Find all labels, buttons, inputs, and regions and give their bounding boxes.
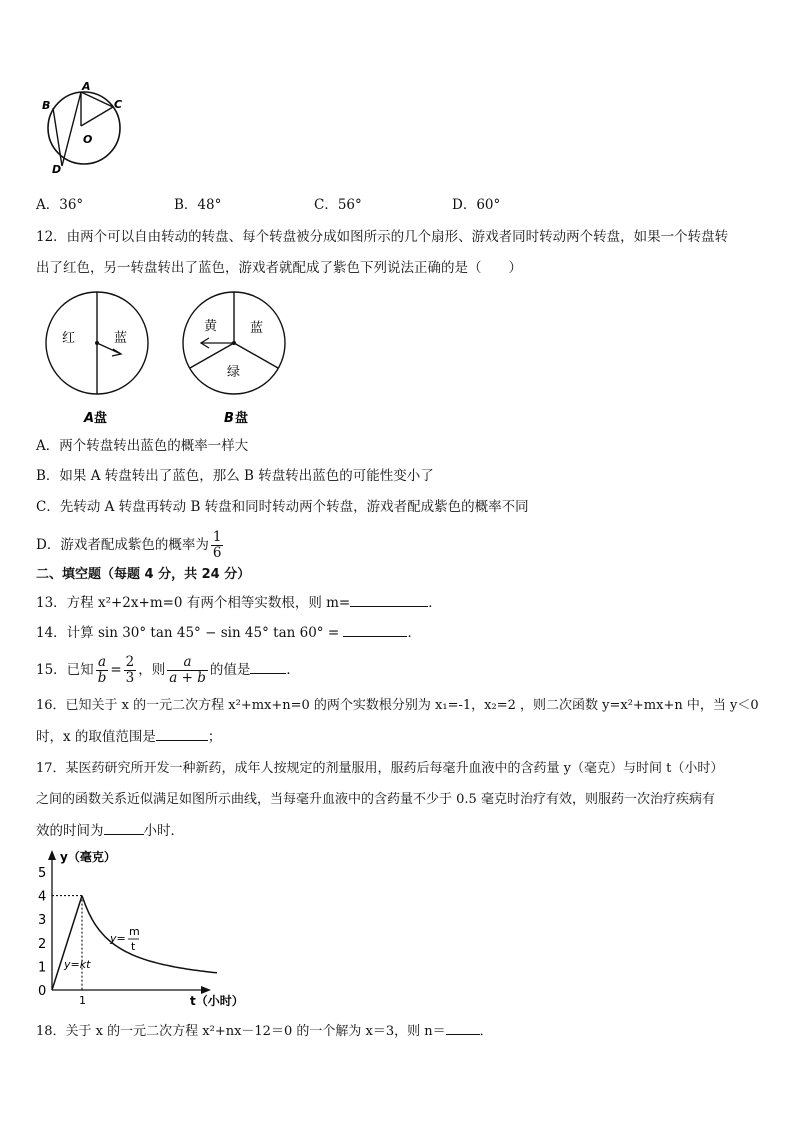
q15-equals: = [110, 662, 122, 678]
q17-line2: 之间的函数关系近似满足如图所示曲线，当每毫升血液中的含药量不少于 0.5 毫克时治疗有效，则服药一次治疗疾病有 [36, 792, 715, 807]
q11-option-d[interactable]: D．60° [452, 197, 501, 213]
q18-text: 18．关于 x 的一元二次方程 x²+nx－12＝0 的一个解为 x＝3，则 n＝ [36, 1024, 446, 1039]
x-tick-label-1: 1 [79, 994, 86, 1007]
series-linear-label: y=kt [64, 958, 91, 971]
q15-fraction-expr [167, 655, 208, 686]
y-tick-label-1: 1 [38, 960, 47, 976]
q15-tail: 的值是 [209, 662, 251, 678]
spinner-a-caption-letter: A [84, 411, 95, 426]
spinner-b-divider-right [234, 343, 278, 368]
q12-option-d-fraction [211, 530, 224, 561]
q15-suffix: ． [286, 662, 300, 678]
q15-f1-num: a [96, 655, 109, 671]
q12-option-c[interactable]: C．先转动 A 转盘再转动 B 转盘和同时转动两个转盘，游戏者配成紫色的概率不同 [36, 499, 529, 515]
q13 [36, 592, 442, 613]
y-axis-arrow [48, 850, 56, 860]
x-ticks [79, 994, 86, 1007]
q17-answer-blank[interactable] [104, 820, 144, 835]
q18-suffix: ． [479, 1024, 493, 1039]
section-2-heading [36, 565, 250, 585]
spinner-a-blue-label: 蓝 [114, 331, 128, 346]
q12-text-line1: 12．由两个可以自由转动的转盘、每个转盘被分成如图所示的几个扇形、游戏者同时转动两个转盘，如果一个转盘转 [36, 229, 729, 245]
q16-line2-text: 时，x 的取值范围是 [36, 729, 156, 745]
q14-answer-blank[interactable] [343, 622, 407, 637]
section-2-note: （每题 4 分，共 24 分） [101, 567, 251, 582]
spinner-a-red-label: 红 [62, 331, 76, 346]
q12-option-d[interactable] [36, 526, 225, 564]
q17-line3-text: 效的时间为 [36, 823, 104, 839]
spinner-b-caption-word: 盘 [235, 411, 249, 426]
section-2-title: 二、填空题 [36, 567, 102, 582]
label-O: O [83, 133, 93, 146]
q11-option-a[interactable]: A．36° [36, 197, 84, 213]
q13-answer-blank[interactable] [350, 592, 428, 607]
y-tick-label-2: 2 [38, 936, 47, 952]
q15-f3-num: a [167, 655, 208, 671]
q16-suffix: ； [207, 729, 222, 745]
radius-OC [81, 107, 113, 126]
series-inverse-y-m-t [82, 896, 217, 973]
q16-answer-blank[interactable] [156, 726, 208, 741]
series-inverse-label-prefix: y= [110, 932, 126, 945]
y-tick-label-3: 3 [38, 913, 47, 929]
y-ticks [38, 866, 46, 999]
y-axis-title: y（毫克） [60, 850, 116, 864]
q15-f2-num: 2 [125, 654, 135, 670]
q15 [36, 651, 300, 689]
q17-line3-suffix: 小时． [143, 823, 184, 839]
q13-text: 13．方程 x²+2x+m=0 有两个相等实数根，则 m= [36, 595, 351, 611]
spinner-b-blue-label: 蓝 [250, 321, 264, 336]
q15-answer-blank[interactable] [250, 659, 286, 674]
q12-option-d-text: D．游戏者配成紫色的概率为 [36, 537, 209, 553]
q15-f1-den: b [97, 670, 107, 686]
q17-line1: 17．某医药研究所开发一种新药，成年人按规定的剂量服用，服药后每毫升血液中的含药量 y（毫克）与时间 t（小时） [36, 761, 724, 776]
label-A: A [82, 80, 91, 93]
spinner-a-caption-word: 盘 [94, 411, 108, 426]
q13-suffix: ． [428, 595, 442, 611]
q15-fraction-ab [96, 655, 109, 686]
series-inverse-label-num: m [129, 925, 140, 938]
label-C: C [114, 98, 123, 111]
spinner-b-yellow-label: 黄 [204, 319, 218, 334]
x-axis-arrow [201, 986, 211, 994]
q15-f3-den: a + b [169, 670, 206, 686]
q12-option-a[interactable]: A．两个转盘转出蓝色的概率一样大 [36, 438, 249, 454]
q14-text: 14．计算 sin 30° tan 45° − sin 45° tan 60° = [36, 625, 340, 641]
q18-answer-blank[interactable] [446, 1020, 480, 1035]
q17-line3 [36, 820, 184, 841]
x-axis-title: t（小时） [190, 994, 244, 1008]
spinner-a [44, 290, 156, 430]
circle-figure [36, 78, 136, 178]
spinner-b-green-label: 绿 [227, 365, 241, 380]
chord-DA [62, 92, 81, 166]
label-D: D [52, 163, 62, 176]
q12-text-line2: 出了红色，另一转盘转出了蓝色，游戏者就配成了紫色下列说法正确的是（ ） [36, 260, 522, 276]
y-tick-label-4: 4 [38, 889, 47, 905]
series-inverse-label-den: t [131, 940, 136, 953]
y-tick-label-0: 0 [38, 984, 47, 999]
chord-BD [53, 108, 62, 166]
q12-option-d-num: 1 [212, 529, 222, 545]
label-B: B [42, 99, 51, 112]
q14 [36, 622, 421, 643]
q11-option-c[interactable]: C．56° [314, 197, 362, 213]
q15-f2-den: 3 [125, 670, 135, 686]
q16-line2 [36, 726, 221, 747]
spinner-b-caption-letter: B [224, 411, 234, 426]
q12-option-d-den: 6 [212, 545, 222, 561]
q15-text: 15．已知 [36, 662, 94, 678]
drug-concentration-chart [30, 846, 260, 1010]
spinner-b [180, 290, 292, 430]
series-linear-y-kt [52, 896, 82, 990]
q15-fraction-2-3 [124, 655, 137, 686]
q18 [36, 1020, 493, 1042]
q12-option-b[interactable]: B．如果 A 转盘转出了蓝色，那么 B 转盘转出蓝色的可能性变小了 [36, 468, 434, 484]
q16-line1: 16．已知关于 x 的一元二次方程 x²+mx+n=0 的两个实数根分别为 x₁=-1，x₂=2 ，则二次函数 y=x²+mx+n 中，当 y＜0 [36, 698, 759, 713]
q11-option-b[interactable]: B．48° [174, 197, 222, 213]
q15-mid: ，则 [138, 662, 166, 678]
q14-suffix: ． [407, 625, 421, 641]
circle-outline [48, 92, 123, 164]
y-tick-label-5: 5 [38, 866, 47, 881]
